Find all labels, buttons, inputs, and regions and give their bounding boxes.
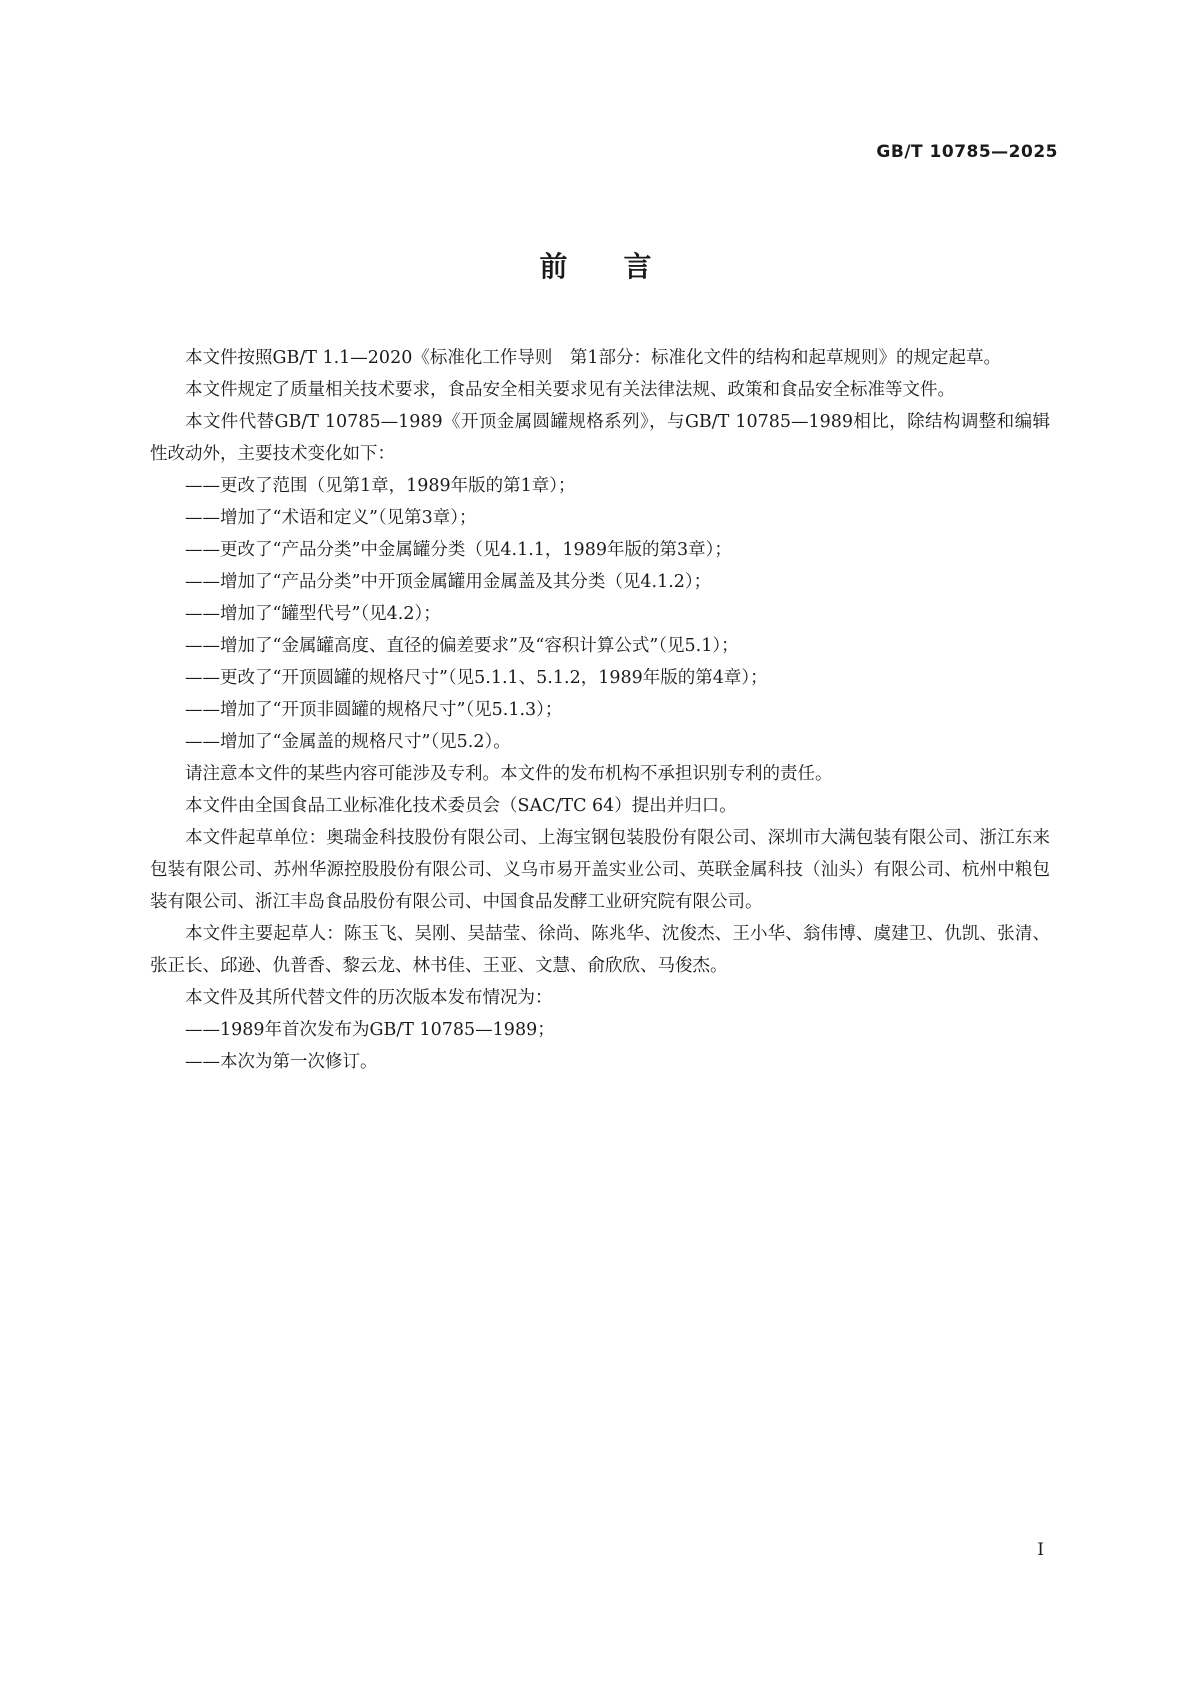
history-item: ——本次为第一次修订。 (185, 1052, 378, 1072)
change-item: ——更改了“产品分类”中金属罐分类（见4.1.1，1989年版的第3章）； (185, 540, 732, 560)
paragraph-drafting-rules: 本文件按照GB/T 1.1—2020《标准化工作导则 第1部分：标准化文件的结构和起草规则》的规定起草。 (185, 348, 1001, 368)
document-code: GB/T 10785—2025 (876, 142, 1058, 162)
paragraph-drafting-units: 本文件起草单位：奥瑞金科技股份有限公司、上海宝钢包装股份有限公司、深圳市大满包装有限公司、浙江东来包装有限公司、苏州华源控股股份有限公司、义乌市易开盖实业公司、英联金属科技（汕头）有限公司、杭州中粮包装有限公司、浙江丰岛食品股份有限公司、中国食品发酵工业研究院有限公司。 (150, 828, 1050, 912)
change-item: ——增加了“开顶非圆罐的规格尺寸”（见5.1.3）； (185, 700, 563, 720)
change-item: ——增加了“金属盖的规格尺寸”（见5.2）。 (185, 732, 511, 752)
paragraph-proposer: 本文件由全国食品工业标准化技术委员会（SAC/TC 64）提出并归口。 (185, 796, 737, 816)
change-item: ——增加了“罐型代号”（见4.2）； (185, 604, 441, 624)
paragraph-patent-notice: 请注意本文件的某些内容可能涉及专利。本文件的发布机构不承担识别专利的责任。 (185, 764, 833, 784)
change-item: ——增加了“术语和定义”（见第3章）； (185, 508, 477, 528)
page-number: I (1037, 1540, 1044, 1560)
page-title: 前言 (539, 250, 708, 283)
change-item: ——增加了“金属罐高度、直径的偏差要求”及“容积计算公式”（见5.1）； (185, 636, 739, 656)
paragraph-scope-note: 本文件规定了质量相关技术要求，食品安全相关要求见有关法律法规、政策和食品安全标准等文件。 (185, 380, 955, 400)
change-item: ——更改了“开顶圆罐的规格尺寸”（见5.1.1、5.1.2，1989年版的第4章）； (185, 668, 768, 688)
foreword-body (150, 342, 1050, 1078)
paragraph-history-intro: 本文件及其所代替文件的历次版本发布情况为： (185, 988, 553, 1008)
paragraph-drafters: 本文件主要起草人：陈玉飞、吴刚、吴喆莹、徐尚、陈兆华、沈俊杰、王小华、翁伟博、虞建卫、仇凯、张清、张正长、邱逊、仇普香、黎云龙、林书佳、王亚、文慧、俞欣欣、马俊杰。 (150, 924, 1050, 976)
change-item: ——增加了“产品分类”中开顶金属罐用金属盖及其分类（见4.1.2）； (185, 572, 712, 592)
paragraph-replacement: 本文件代替GB/T 10785—1989《开顶金属圆罐规格系列》，与GB/T 10785—1989相比，除结构调整和编辑性改动外，主要技术变化如下： (150, 412, 1050, 464)
history-item: ——1989年首次发布为GB/T 10785—1989； (185, 1020, 555, 1040)
change-item: ——更改了范围（见第1章，1989年版的第1章）； (185, 476, 576, 496)
